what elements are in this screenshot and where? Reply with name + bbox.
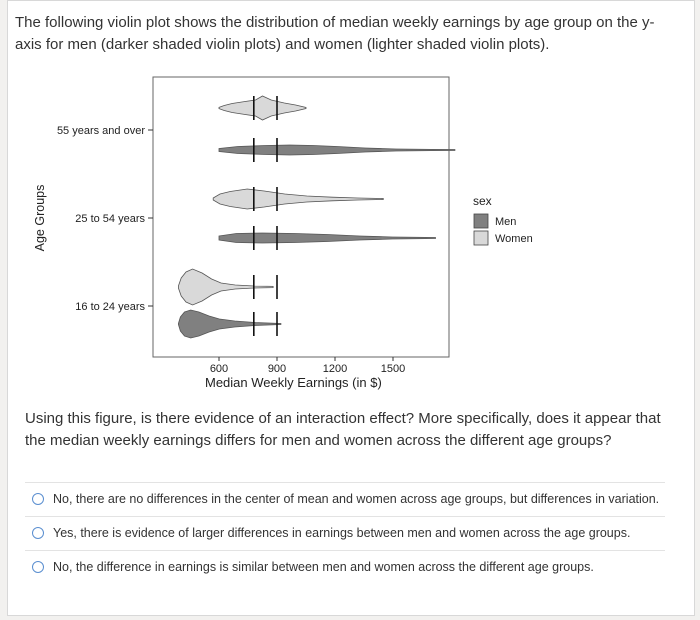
x-tick-label-1200: 1200 [322,363,348,375]
legend-women-swatch [474,231,488,245]
legend-men-label: Men [495,216,517,228]
answer-option-2-label: Yes, there is evidence of larger differences in earnings between men and women across the age groups. [53,526,631,540]
y-tick-label-16: 16 to 24 years [75,301,145,313]
legend-women-label: Women [495,233,533,245]
y-tick-label-55: 55 years and over [56,125,145,137]
y-tick-label-25: 25 to 54 years [75,213,145,225]
answer-option-1[interactable] [25,482,665,515]
x-ticks [210,357,405,375]
legend-men-swatch [474,214,488,228]
answer-option-1-label: No, there are no differences in the center of mean and women across age groups, but differences in variation. [53,492,660,506]
x-tick-label-600: 600 [209,363,229,375]
y-axis-title: Age Groups [33,184,47,252]
question-prompt: Using this figure, is there evidence of an interaction effect? More specifically, does it appear that the median weekly earnings differs for men and women across the different age groups? [25,410,661,449]
answer-option-2[interactable] [25,516,665,549]
legend-title: sex [473,194,492,208]
radio-button-2[interactable] [32,527,44,539]
answer-option-3-label: No, the difference in earnings is similar between men and women across the different age groups. [53,560,594,574]
x-tick-label-900: 900 [267,363,287,375]
question-intro: The following violin plot shows the distribution of median weekly earnings by age group on the y-axis for men (darker shaded violin plots) and women (lighter shaded violin plots). [15,14,655,53]
radio-button-1[interactable] [32,493,44,505]
x-tick-label-1500: 1500 [380,363,406,375]
answer-option-3[interactable] [25,550,665,583]
x-axis-title: Median Weekly Earnings (in $) [205,375,382,390]
radio-button-3[interactable] [32,561,44,573]
